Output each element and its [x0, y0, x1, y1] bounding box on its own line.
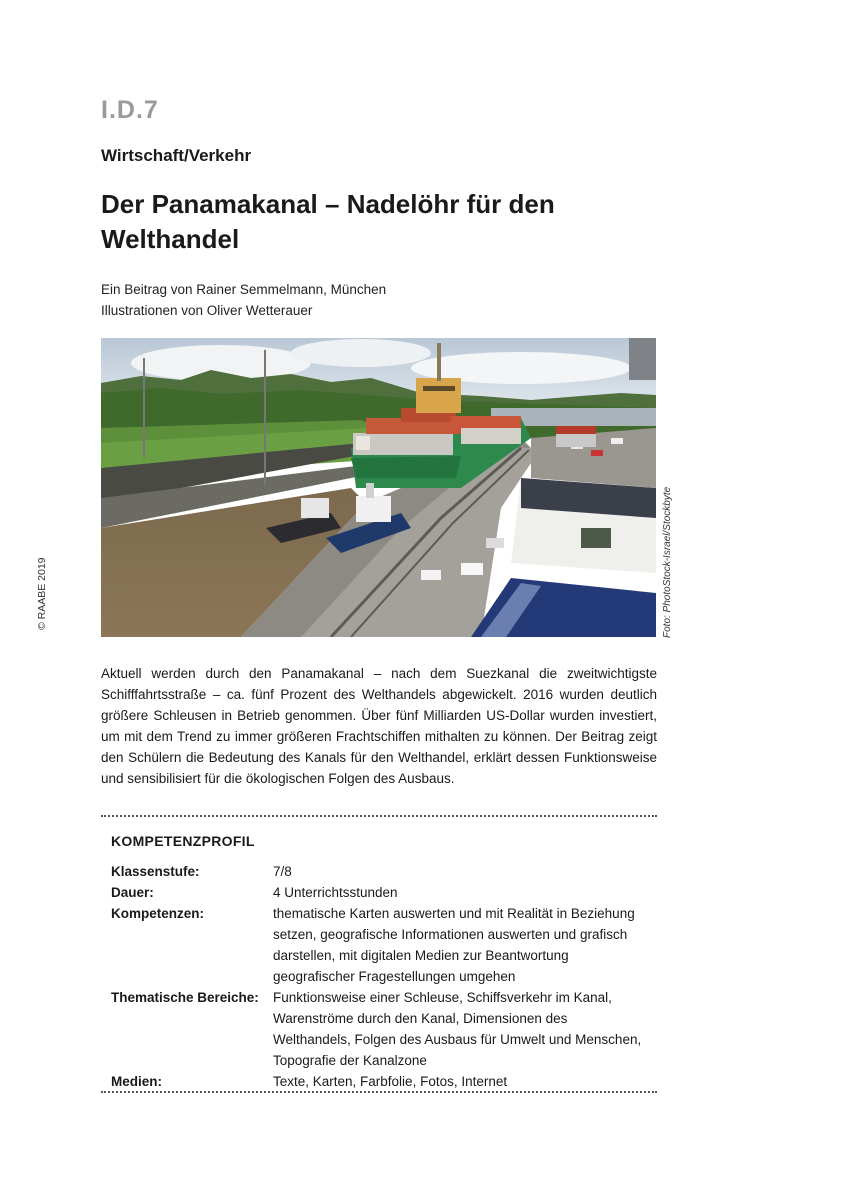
profile-row	[111, 903, 651, 987]
profile-value: thematische Karten auswerten und mit Realität in Beziehung setzen, geografische Informationen auswerten und grafisch darstellen, mit digitalen Medien zur Beantwortung geografischer Fragestellungen umgehen	[273, 906, 635, 984]
profile-label: Dauer:	[111, 885, 154, 900]
profile-value: 7/8	[273, 864, 292, 879]
profile-value: Funktionsweise einer Schleuse, Schiffsverkehr im Kanal, Warenströme durch den Kanal, Dimensionen des Welthandels, Folgen des Ausbaus für Umwelt und Menschen, Topografie der Kanalzone	[273, 990, 642, 1068]
profile-row	[111, 882, 651, 903]
category-heading: Wirtschaft/Verkehr	[101, 146, 252, 165]
panama-canal-photo	[101, 338, 656, 637]
profile-row	[111, 861, 651, 882]
illustrations-line: Illustrationen von Oliver Wetterauer	[101, 303, 313, 318]
page-title: Der Panamakanal – Nadelöhr für den Welthandel	[101, 189, 555, 254]
profile-row	[111, 1071, 651, 1092]
copyright-note: © RAABE 2019	[36, 557, 48, 630]
photo-panama-canal-lock-icon	[101, 338, 656, 637]
profile-label: Klassenstufe:	[111, 864, 200, 879]
profile-label: Thematische Bereiche:	[111, 990, 259, 1005]
profile-label: Medien:	[111, 1074, 163, 1089]
profile-row	[111, 987, 651, 1071]
intro-paragraph: Aktuell werden durch den Panamakanal – nach dem Suezkanal die zweitwichtigste Schifffahrtsstraße – ca. fünf Prozent des Welthandels abgewickelt. 2016 wurden deutlich größere Schleusen in Betrieb genommen. Über fünf Milliarden US-Dollar wurden investiert, um mit dem Trend zu immer größeren Frachtschiffen mithalten zu können. Der Beitrag zeigt den Schülern die Bedeutung des Kanals für den Welthandel, erklärt dessen Funktionsweise und sensibilisiert für die ökologischen Folgen des Ausbaus.	[101, 666, 657, 786]
profile-label: Kompetenzen:	[111, 906, 205, 921]
section-code: I.D.7	[101, 96, 159, 124]
dotted-divider-top	[101, 815, 657, 817]
profile-value: 4 Unterrichtsstunden	[273, 885, 398, 900]
competence-profile	[111, 833, 651, 1092]
profile-title: KOMPETENZPROFIL	[111, 833, 255, 849]
profile-value: Texte, Karten, Farbfolie, Fotos, Internet	[273, 1074, 508, 1089]
credits	[101, 279, 386, 321]
dotted-divider-bottom	[101, 1091, 657, 1093]
photo-credit: Foto: PhotoStock-Israel/Stockbyte	[662, 486, 673, 638]
author-line: Ein Beitrag von Rainer Semmelmann, München	[101, 282, 387, 297]
